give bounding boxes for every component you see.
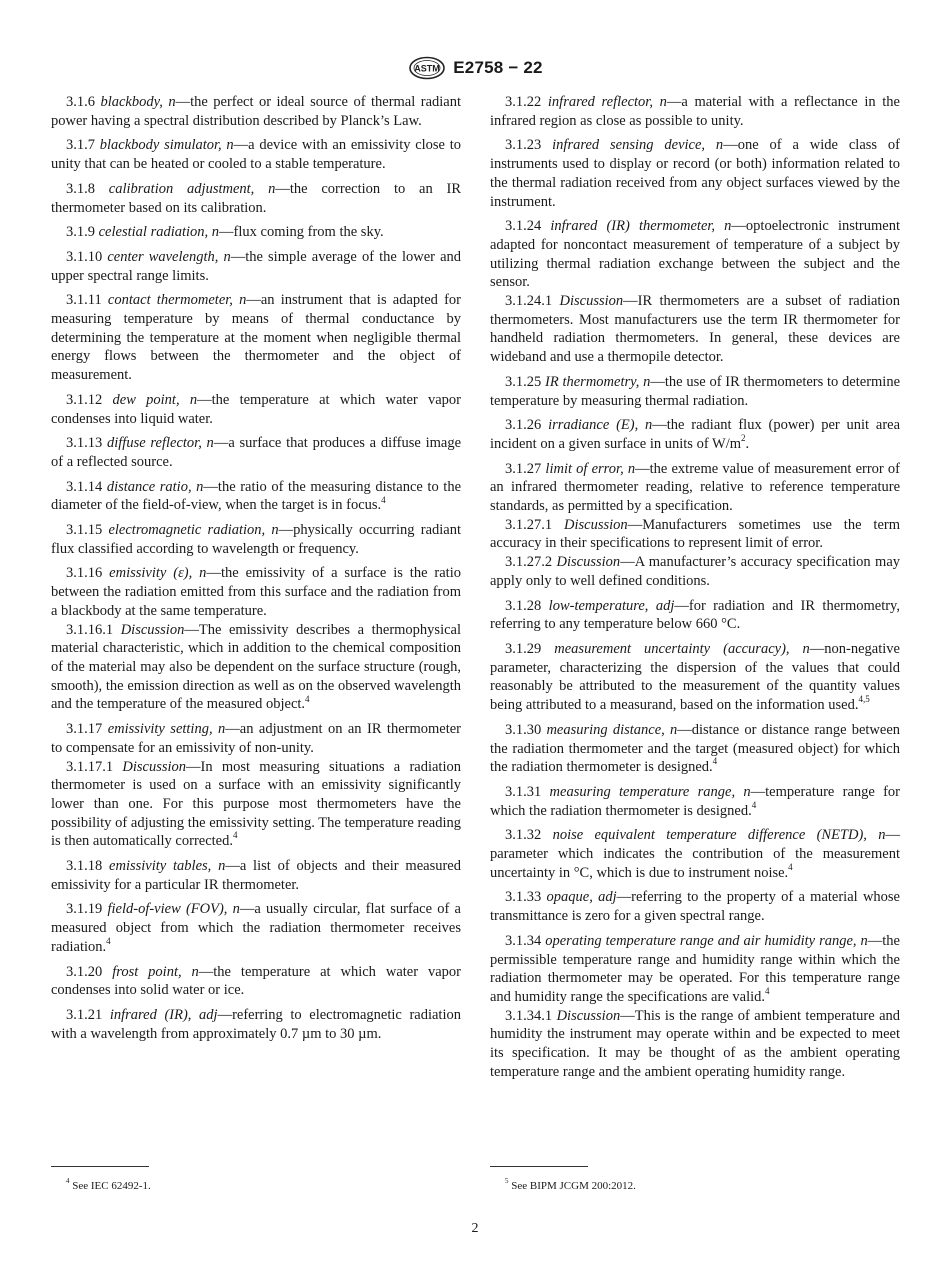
footnote-reference: 4 (712, 756, 718, 767)
section-number: 3.1.13 (66, 435, 103, 452)
definition-text: —referring to electromagnetic radiation with a wavelength from approximately 0.7 µm to 30 µm. (51, 1006, 461, 1042)
section-number: 3.1.15 (66, 522, 103, 539)
definition-paragraph (51, 1006, 461, 1043)
defined-term: field-of-view (FOV), n (107, 901, 240, 918)
footnote-reference: 4,5 (858, 694, 870, 705)
footnote-reference: 4 (381, 494, 386, 505)
definition-text: —for radiation and IR thermometry, referring to any temperature below 660 °C. (490, 597, 900, 633)
definition-text: —distance or distance range between the radiation thermometer and the target (measured object) for which the radiation thermometer is designed. (490, 721, 901, 776)
defined-term: measurement uncertainty (accuracy), n (554, 640, 810, 657)
definition-text: —The emissivity describes a thermophysical material characteristic, which in addition to the chemical composition of the material may also be dependent on the surface structure (rough, smooth), the emission direction as well as on the observed wavelength and the temperature of the measured object. (51, 621, 462, 713)
defined-term: infrared (IR) thermometer, n (550, 218, 732, 235)
definition-paragraph (51, 478, 461, 515)
definition-paragraph (51, 391, 461, 428)
footnote-reference: 4 (305, 693, 310, 704)
definition-text: —an instrument that is adapted for measuring temperature by means of thermal conductance by determining the temperature at the moment when negligible thermal energy flows between the thermometer and the object of measurement. (51, 292, 461, 384)
definition-paragraph (490, 553, 900, 590)
section-number: 3.1.32 (505, 827, 542, 844)
footnote-reference: 2 (741, 433, 746, 444)
defined-term: Discussion (564, 516, 628, 533)
defined-term: center wavelength, n (107, 248, 231, 265)
section-number: 3.1.30 (505, 721, 542, 738)
defined-term: IR thermometry, n (545, 373, 651, 390)
definition-text: —a material with a reflectance in the infrared region as close as possible to unity. (490, 94, 900, 129)
defined-term: celestial radiation, n (98, 224, 220, 241)
defined-term: blackbody, n (100, 94, 176, 110)
defined-term: Discussion (559, 293, 624, 310)
section-number: 3.1.16 (66, 565, 103, 582)
footnote-reference: 4 (788, 861, 793, 872)
footnote-reference: 4 (106, 936, 111, 946)
left-column (51, 93, 461, 1049)
definition-paragraph (51, 564, 461, 620)
section-number: 3.1.28 (505, 597, 542, 614)
defined-term: electromagnetic radiation, n (108, 522, 279, 539)
definition-paragraph (490, 783, 900, 820)
footnote-reference: 4 (751, 799, 757, 810)
definition-text: —the simple average of the lower and upper spectral range limits. (51, 248, 462, 284)
section-number: 3.1.31 (505, 783, 542, 800)
definition-text: —A manufacturer’s accuracy specification may apply only to well defined conditions. (490, 554, 901, 589)
definition-text: —the temperature at which water vapor condenses into liquid water. (51, 391, 461, 427)
footnote-reference: 4 (765, 986, 770, 997)
definition-paragraph (51, 180, 461, 217)
standard-designation: E2758 − 22 (453, 58, 543, 77)
definition-paragraph (51, 963, 461, 1000)
section-number: 3.1.8 (66, 180, 95, 197)
section-number: 3.1.20 (66, 963, 103, 980)
section-number: 3.1.34 (505, 932, 542, 949)
page-number: 2 (471, 1221, 479, 1236)
definition-paragraph (490, 932, 900, 1007)
footnote-reference: 4 (232, 830, 238, 841)
defined-term: emissivity setting, n (107, 721, 226, 738)
definition-text: —IR thermometers are a subset of radiation thermometers. Most manufacturers use the term IR thermometer for handheld radiation thermometers. In general, these devices are wideband and use a thermopile detector. (490, 293, 900, 366)
section-number: 3.1.29 (505, 640, 542, 657)
footnote-divider (51, 1166, 149, 1167)
defined-term: frost point, n (112, 963, 199, 980)
defined-term: infrared sensing device, n (552, 137, 724, 154)
definition-text: —a usually circular, flat surface of a measured object from which the radiation thermometer receives radiation. (51, 901, 461, 955)
section-number: 3.1.27.1 (505, 516, 553, 533)
definition-text: —a device with an emissivity close to unity that can be heated or cooled to a stable temperature. (51, 137, 462, 173)
definition-paragraph (51, 434, 461, 471)
section-number: 3.1.33 (505, 889, 542, 906)
defined-term: infrared reflector, n (547, 94, 667, 110)
footnote-4: $^4$ See IEC 62492-1. (66, 1177, 151, 1192)
definition-text: —non-negative parameter, characterizing the dispersion of the values that could reasonably be attributed to the measurement of the quantity values being attributed to a measurand, based on the information used. (490, 640, 900, 714)
definition-paragraph (490, 826, 900, 882)
definition-paragraph (490, 460, 900, 516)
defined-term: contact thermometer, n (107, 292, 247, 309)
definition-paragraph (51, 720, 461, 757)
section-number: 3.1.12 (66, 391, 103, 408)
section-number: 3.1.21 (66, 1006, 103, 1023)
defined-term: Discussion (122, 758, 187, 775)
section-number: 3.1.27.2 (505, 554, 553, 571)
definition-text: —a surface that produces a diffuse image of a reflected source. (51, 435, 462, 470)
definition-paragraph (51, 291, 461, 385)
definition-text: —the correction to an IR thermometer based on its calibration. (51, 180, 461, 216)
definition-paragraph (51, 521, 461, 558)
definition-text: —an adjustment on an IR thermometer to compensate for an emissivity of non-unity. (51, 721, 461, 756)
definition-text: —parameter which indicates the contribution of the measurement uncertainty in °C, which is due to instrument noise. (490, 827, 900, 881)
svg-text:ASTM: ASTM (414, 63, 441, 74)
section-number: 3.1.6 (66, 94, 95, 110)
defined-term: Discussion (556, 1007, 621, 1024)
definition-paragraph (490, 597, 900, 634)
definition-paragraph (51, 93, 461, 130)
definition-paragraph (51, 136, 461, 173)
section-number: 3.1.19 (66, 901, 103, 918)
section-number: 3.1.23 (505, 137, 542, 154)
footnote-5: $^5$ See BIPM JCGM 200:2012. (505, 1177, 636, 1192)
defined-term: Discussion (120, 621, 185, 638)
definition-paragraph (51, 758, 461, 852)
defined-term: measuring temperature range, n (549, 783, 751, 800)
definition-paragraph (490, 416, 900, 453)
defined-term: operating temperature range and air humidity range, n (545, 932, 868, 949)
section-number: 3.1.16.1 (66, 621, 114, 638)
definition-text: —Manufacturers sometimes use the term accuracy in their specifications to represent limit of error. (490, 516, 900, 552)
definition-text: —In most measuring situations a radiation thermometer is used on a surface with an emissivity significantly lower than one. For this purpose most thermometers have the possibility of adjusting the emissivity setting. The temperature reading is then automatically corrected. (51, 758, 461, 850)
defined-term: calibration adjustment, n (108, 180, 276, 197)
trailing-punctuation: . (745, 435, 750, 452)
right-column (490, 93, 900, 1087)
section-number: 3.1.11 (66, 292, 102, 309)
definition-paragraph (51, 223, 461, 242)
definition-paragraph (490, 93, 900, 130)
definition-text: —referring to the property of a material whose transmittance is zero for a given spectral range. (490, 889, 900, 925)
definition-text: —physically occurring radiant flux classified according to wavelength or frequency. (51, 522, 461, 557)
section-number: 3.1.26 (505, 417, 542, 434)
defined-term: low-temperature, adj (548, 597, 675, 614)
definition-paragraph (51, 857, 461, 894)
astm-logo-icon (407, 56, 447, 80)
defined-term: measuring distance, n (546, 721, 678, 738)
definition-text: —flux coming from the sky. (219, 224, 384, 241)
section-number: 3.1.22 (505, 94, 542, 110)
defined-term: infrared (IR), adj (109, 1006, 218, 1023)
definition-text: —a list of objects and their measured emissivity for a particular IR thermometer. (51, 858, 461, 893)
defined-term: emissivity tables, n (109, 858, 226, 875)
definition-paragraph (490, 373, 900, 410)
definition-text: —the use of IR thermometers to determine temperature by measuring thermal radiation. (490, 373, 901, 409)
definition-text: —the extreme value of measurement error of an infrared thermometer reading, relative to reference temperature standards, as permitted by a specification. (490, 460, 901, 515)
section-number: 3.1.25 (505, 373, 542, 390)
definition-text: —one of a wide class of instruments used to display or record (or both) information related to the thermal radiation received from any object surfaces viewed by the instrument. (490, 137, 901, 210)
defined-term: noise equivalent temperature difference (NETD), n (552, 827, 886, 844)
definition-paragraph (490, 292, 900, 367)
definition-paragraph (490, 640, 900, 715)
section-number: 3.1.27 (505, 460, 542, 477)
definition-text: —optoelectronic instrument adapted for noncontact measurement of temperature of a subject by utilizing thermal radiation exchange between the subject and the sensor. (490, 218, 900, 291)
definition-text: —This is the range of ambient temperature and humidity the instrument may operate within and be expected to meet its specification. It may be thought of as the ambient operating temperature range and the ambient operating humidity range. (490, 1007, 901, 1080)
section-number: 3.1.14 (66, 478, 103, 495)
page-header (0, 56, 950, 80)
definition-text: —the perfect or ideal source of thermal radiant power having a spectral distribution described by Planck’s Law. (51, 94, 461, 129)
defined-term: distance ratio, n (106, 478, 204, 495)
section-number: 3.1.34.1 (505, 1007, 553, 1024)
definition-text: —temperature range for which the radiation thermometer is designed. (490, 783, 901, 819)
section-number: 3.1.18 (66, 858, 103, 875)
section-number: 3.1.24 (505, 218, 542, 235)
section-number: 3.1.17 (66, 721, 103, 738)
defined-term: diffuse reflector, n (107, 435, 214, 452)
definition-paragraph (490, 516, 900, 553)
definition-paragraph (490, 1007, 900, 1082)
definition-text: —the radiant flux (power) per unit area incident on a given surface in units of W/m (490, 417, 901, 452)
defined-term: limit of error, n (545, 460, 636, 477)
defined-term: blackbody simulator, n (99, 137, 234, 154)
section-number: 3.1.17.1 (66, 758, 114, 775)
definition-paragraph (490, 217, 900, 292)
defined-term: dew point, n (112, 391, 198, 408)
definition-paragraph (490, 888, 900, 925)
definition-paragraph (51, 248, 461, 285)
section-number: 3.1.9 (66, 224, 95, 241)
section-number: 3.1.7 (66, 137, 95, 154)
defined-term: emissivity (ε), n (109, 565, 207, 582)
definition-paragraph (51, 900, 461, 956)
definition-text: —the emissivity of a surface is the ratio between the radiation emitted from this surface and the radiation from a blackbody at the same temperature. (51, 565, 461, 619)
definition-paragraph (51, 621, 461, 715)
defined-term: irradiance (E), n (548, 417, 653, 434)
definition-text: —the temperature at which water vapor condenses into solid water or ice. (51, 963, 461, 999)
footnote-divider (490, 1166, 588, 1167)
definition-text: —the permissible temperature range and humidity range within which the radiation thermometer may be operated. For this temperature range and humidity range the specifications are valid. (490, 932, 900, 1005)
definition-paragraph (490, 721, 900, 777)
definition-text: —the ratio of the measuring distance to the diameter of the field-of-view, when the target is in focus. (51, 478, 462, 514)
defined-term: Discussion (556, 554, 621, 571)
section-number: 3.1.24.1 (505, 293, 553, 310)
defined-term: opaque, adj (546, 889, 617, 906)
definition-paragraph (490, 136, 900, 211)
section-number: 3.1.10 (66, 248, 103, 265)
